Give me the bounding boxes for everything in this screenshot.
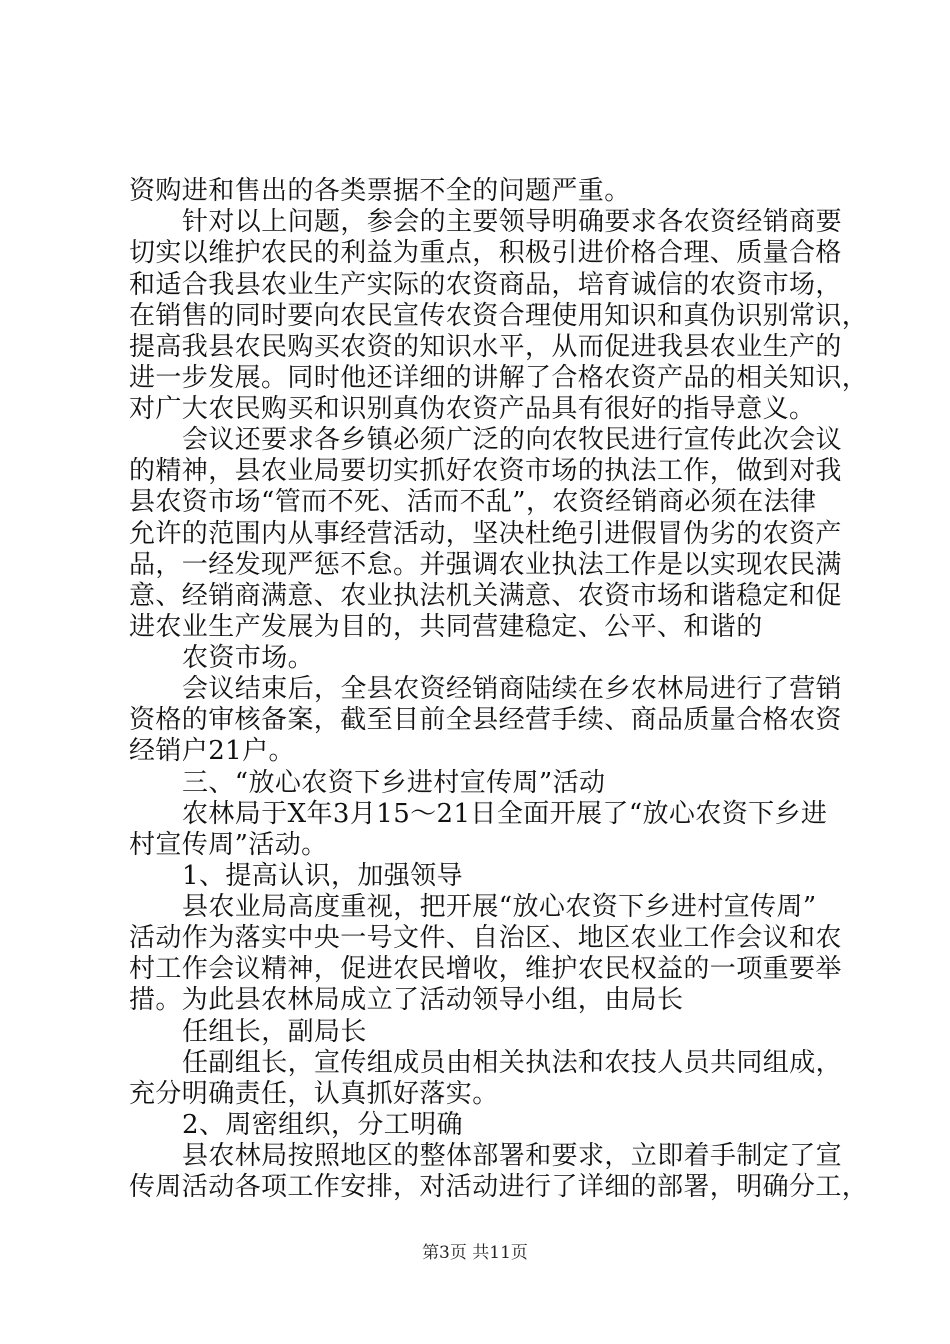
text-line: 对广大农民购买和识别真伪农资产品具有很好的指导意义。 — [129, 394, 816, 424]
subsection-heading: 2、周密组织，分工明确 — [182, 1110, 463, 1140]
text-line: 充分明确责任，认真抓好落实。 — [129, 1079, 499, 1109]
text-line: 和适合我县农业生产实际的农资商品，培育诚信的农资市场， — [129, 270, 842, 300]
text-line: 会议还要求各乡镇必须广泛的向农牧民进行宣传此次会议 — [182, 425, 843, 455]
text-line: 进一步发展。同时他还详细的讲解了合格农资产品的相关知识， — [129, 363, 869, 393]
text-line: 任组长，副局长 — [182, 1017, 367, 1047]
text-line: 针对以上问题，参会的主要领导明确要求各农资经销商要 — [182, 207, 843, 237]
text-line: 传周活动各项工作安排，对活动进行了详细的部署，明确分工， — [129, 1172, 869, 1202]
text-line: 村宣传周”活动。 — [129, 830, 328, 860]
section-heading: 三、“放心农资下乡进村宣传周”活动 — [182, 768, 606, 798]
text-line: 任副组长，宣传组成员由相关执法和农技人员共同组成， — [182, 1048, 843, 1078]
text-line: 会议结束后，全县农资经销商陆续在乡农林局进行了营销 — [182, 674, 843, 704]
text-line: 允许的范围内从事经营活动，坚决杜绝引进假冒伪劣的农资产 — [129, 519, 842, 549]
text-line: 经销户21户。 — [129, 736, 295, 766]
subsection-heading: 1、提高认识，加强领导 — [182, 861, 463, 891]
text-line: 县农资市场“管而不死、活而不乱”，农资经销商必须在法律 — [129, 487, 817, 517]
text-line: 活动作为落实中央一号文件、自治区、地区农业工作会议和农 — [129, 923, 842, 953]
page-number-footer: 第3页 共11页 — [422, 1243, 528, 1263]
text-line: 切实以维护农民的利益为重点，积极引进价格合理、质量合格 — [129, 238, 842, 268]
text-line: 资购进和售出的各类票据不全的问题严重。 — [129, 176, 631, 206]
text-line: 村工作会议精神，促进农民增收，维护农民权益的一项重要举 — [129, 954, 842, 984]
text-line: 提高我县农民购买农资的知识水平，从而促进我县农业生产的 — [129, 332, 842, 362]
text-line: 农林局于X年3月15～21日全面开展了“放心农资下乡进 — [182, 799, 828, 829]
text-line: 意、经销商满意、农业执法机关满意、农资市场和谐稳定和促 — [129, 581, 842, 611]
text-line: 县农业局高度重视，把开展“放心农资下乡进村宣传周” — [182, 892, 817, 922]
text-line: 的精神，县农业局要切实抓好农资市场的执法工作，做到对我 — [129, 456, 842, 486]
text-line: 资格的审核备案，截至目前全县经营手续、商品质量合格农资 — [129, 705, 842, 735]
text-line: 县农林局按照地区的整体部署和要求，立即着手制定了宣 — [182, 1141, 843, 1171]
text-line: 农资市场。 — [182, 643, 315, 673]
text-line: 品，一经发现严惩不怠。并强调农业执法工作是以实现农民满 — [129, 550, 842, 580]
text-line: 进农业生产发展为目的，共同营建稳定、公平、和谐的 — [129, 612, 763, 642]
text-line: 在销售的同时要向农民宣传农资合理使用知识和真伪识别常识， — [129, 301, 869, 331]
text-line: 措。为此县农林局成立了活动领导小组，由局长 — [129, 985, 684, 1015]
